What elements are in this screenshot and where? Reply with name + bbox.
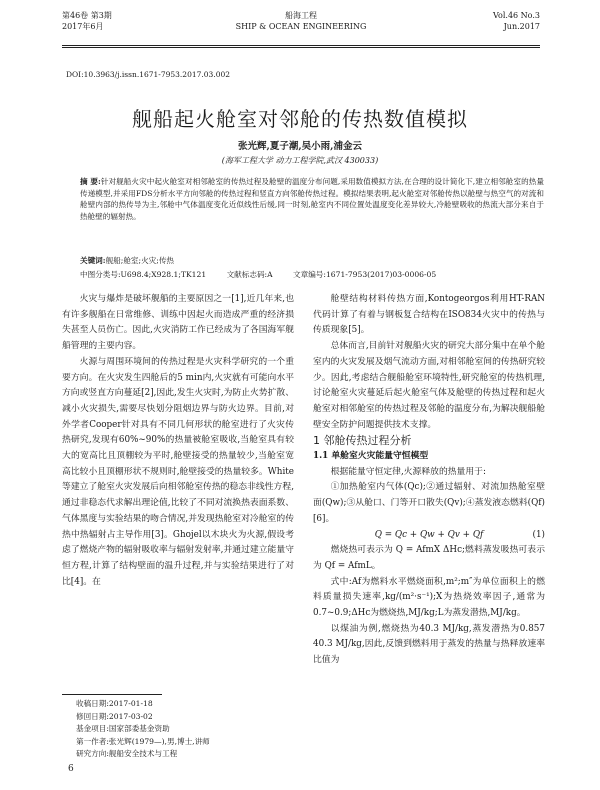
- left-column: [62, 292, 294, 590]
- right-column: [313, 292, 545, 669]
- document-code: 文献标志码:A: [226, 270, 273, 279]
- intro-paragraph-4: 总体而言,目前针对舰船火灾的研究大部分集中在单个舱室内的火灾发展及烟气流动方面,对相邻舱室间的传热研究较少。因此,考虑结合舰船舱室环境特性,研究舱室的传热机理,讨论舱室火灾蔓延后起火舱室气体及舱壁的传热过程和起火舱室对相邻舱室的传热过程及邻舱的温度分布,为解决舰船舱壁安全防护问题提供技术支撑。: [313, 341, 545, 430]
- abstract-text: 针对舰船火灾中起火舱室对相邻舱室的传热过程及舱壁的温度分布问题,采用数值模拟方法,在合理的设计简化下,建立相邻舱室的热量传递模型,并采用FDS分析水平方向邻舱的传热过程和竖直方向邻舱传热过程。模拟结果表明,起火舱室对邻舱传热以舱壁与热空气的对流和舱壁内部的热传导为主,邻舱中气体温度变化近似线性后缓,同一时刻,舱室内不同位置处温度变化差异较大,冷舱壁吸收的热流大部分来自于热舱壁的辐射热。: [80, 177, 544, 221]
- page-number: 6: [68, 764, 74, 774]
- issue-volume-en: Vol.46 No.3: [493, 11, 540, 20]
- clc-number: 中图分类号:U698.4;X928.1;TK121: [80, 270, 207, 279]
- footnote: [76, 698, 296, 761]
- journal-name-en: SHIP & OCEAN ENGINEERING: [235, 22, 367, 31]
- running-header: [62, 10, 540, 44]
- body-paragraph-symbols: 式中:Af为燃料水平燃烧面积,m²;m″为单位面积上的燃料质量损失速率,kg/(m²·s⁻¹);X为热烧效率因子,通常为0.7~0.9;ΔHc为燃烧热,MJ/kg;L为蒸发潜热,MJ/kg。: [313, 576, 545, 619]
- keywords-text: 舰船;舱室;火灾;传热: [105, 256, 175, 265]
- author-list: 张光辉,夏子潮,吴小雨,浦金云: [238, 141, 362, 152]
- classification-line: [80, 269, 550, 280]
- revised-date: 修回日期:2017-03-02: [76, 711, 153, 721]
- equation-number: (1): [532, 529, 545, 540]
- article-number: 文章编号:1671-7953(2017)03-0006-05: [293, 270, 437, 279]
- intro-paragraph-2: 火源与周围环境间的传热过程是火灾科学研究的一个重要方向。在火灾发生四舱后的5 min内,火灾就有可能向水平方向或竖直方向蔓延[2],因此,发生火灾时,为防止火势扩散、减小火灾损失,需要尽快划分阻烟边界与防火边界。目前,对外学者Cooper针对具有不同几何形状的舱室进行了火灾传热研究,发现有60%~90%的热量被舱室吸收,当舱室具有较大的宽高比且顶棚较为平时,舱壁接受的热量较少,当舱室宽高比较小且顶棚形状不规则时,舱壁接受的热量较多。White等建立了舱室火灾发展后向相邻舱室传热的稳态非线性方程,通过非稳态代求解出理论值,比较了不同对流换热表面系数、气体黑度与实验结果的吻合情况,并发现热舱室对冷舱室的传热中热辐射占主导作用[3]。Ghojel以木块火为火源,假设考虑了燃烧产物的辐射吸收率与辐射发射率,并通过建立能量守恒方程,计算了结构壁面的温升过程,并与实验结果进行了对比[4]。在: [62, 356, 294, 587]
- doi: DOI:10.3963/j.issn.1671-7953.2017.03.002: [66, 70, 231, 79]
- issue-date-en: Jun.2017: [503, 22, 540, 31]
- keywords: [80, 255, 174, 266]
- journal-issue-en: [493, 10, 540, 32]
- footnote-rule: [62, 694, 162, 695]
- abstract-label: 摘 要:: [80, 177, 101, 186]
- section-heading-1: 1 邻舱传热过程分析: [313, 434, 412, 448]
- abstract: [80, 176, 544, 222]
- journal-name: [62, 10, 540, 32]
- issue-volume: 第46卷 第3期: [62, 11, 112, 20]
- body-paragraph-kerosene: 以煤油为例,燃烧热为40.3 MJ/kg,蒸发潜热为0.857 40.3 MJ/kg,因此,反馈到燃料用于蒸发的热量与热释放速率比值为: [313, 623, 545, 666]
- header-rule-bottom: [62, 47, 540, 48]
- fund-info: 基金项目:国家部委基金资助: [76, 724, 170, 733]
- header-rule-top: [62, 45, 540, 46]
- body-paragraph-energy: 根据能量守恒定律,火源释放的热量用于:: [330, 466, 486, 477]
- intro-paragraph-3: 舱壁结构材料传热方面,Kontogeorgos利用HT-RAN代码计算了有着与钢板复合结构在ISO834火灾中的传热与传质现象[5]。: [313, 294, 545, 336]
- affiliation: (海军工程大学 动力工程学院,武汉 430033): [221, 156, 379, 165]
- equation-text: Q = Qc + Qw + Qv + Qf: [374, 529, 484, 540]
- keywords-label: 关键词:: [80, 256, 106, 265]
- body-paragraph-terms: ①加热舱室内气体(Qc);②通过辐射、对流加热舱室壁面(Qw);③从舱口、门等开口散失(Qv);④蒸发液态燃料(Qf)[6]。: [313, 482, 545, 524]
- received-date: 收稿日期:2017-01-18: [76, 699, 153, 708]
- first-author: 第一作者:张光辉(1979—),男,博士,讲师: [76, 736, 210, 746]
- paper-title: 舰船起火舱室对邻舱的传热数值模拟: [132, 107, 468, 131]
- issue-date: 2017年6月: [62, 22, 104, 31]
- journal-name-cn: 船海工程: [285, 11, 317, 20]
- equation-1: [313, 528, 545, 544]
- body-paragraph-heat: 燃烧热可表示为 Q = AfmX ΔHc;燃料蒸发吸热可表示为 Qf = AfmL。: [313, 545, 545, 571]
- subsection-heading-1-1: 1.1 单舱室火灾能量守恒模型: [313, 451, 429, 462]
- research-field: 研究方向:舰船安全技术与工程: [76, 749, 178, 758]
- intro-paragraph-1: 火灾与爆炸是破坏舰船的主要原因之一[1],近几年来,也有许多舰船在日常维修、训练中因起火而造成严重的经济损失甚至人员伤亡。因此,火灾消防工作已经成为了各国海军舰船管理的主要内容。: [62, 294, 294, 352]
